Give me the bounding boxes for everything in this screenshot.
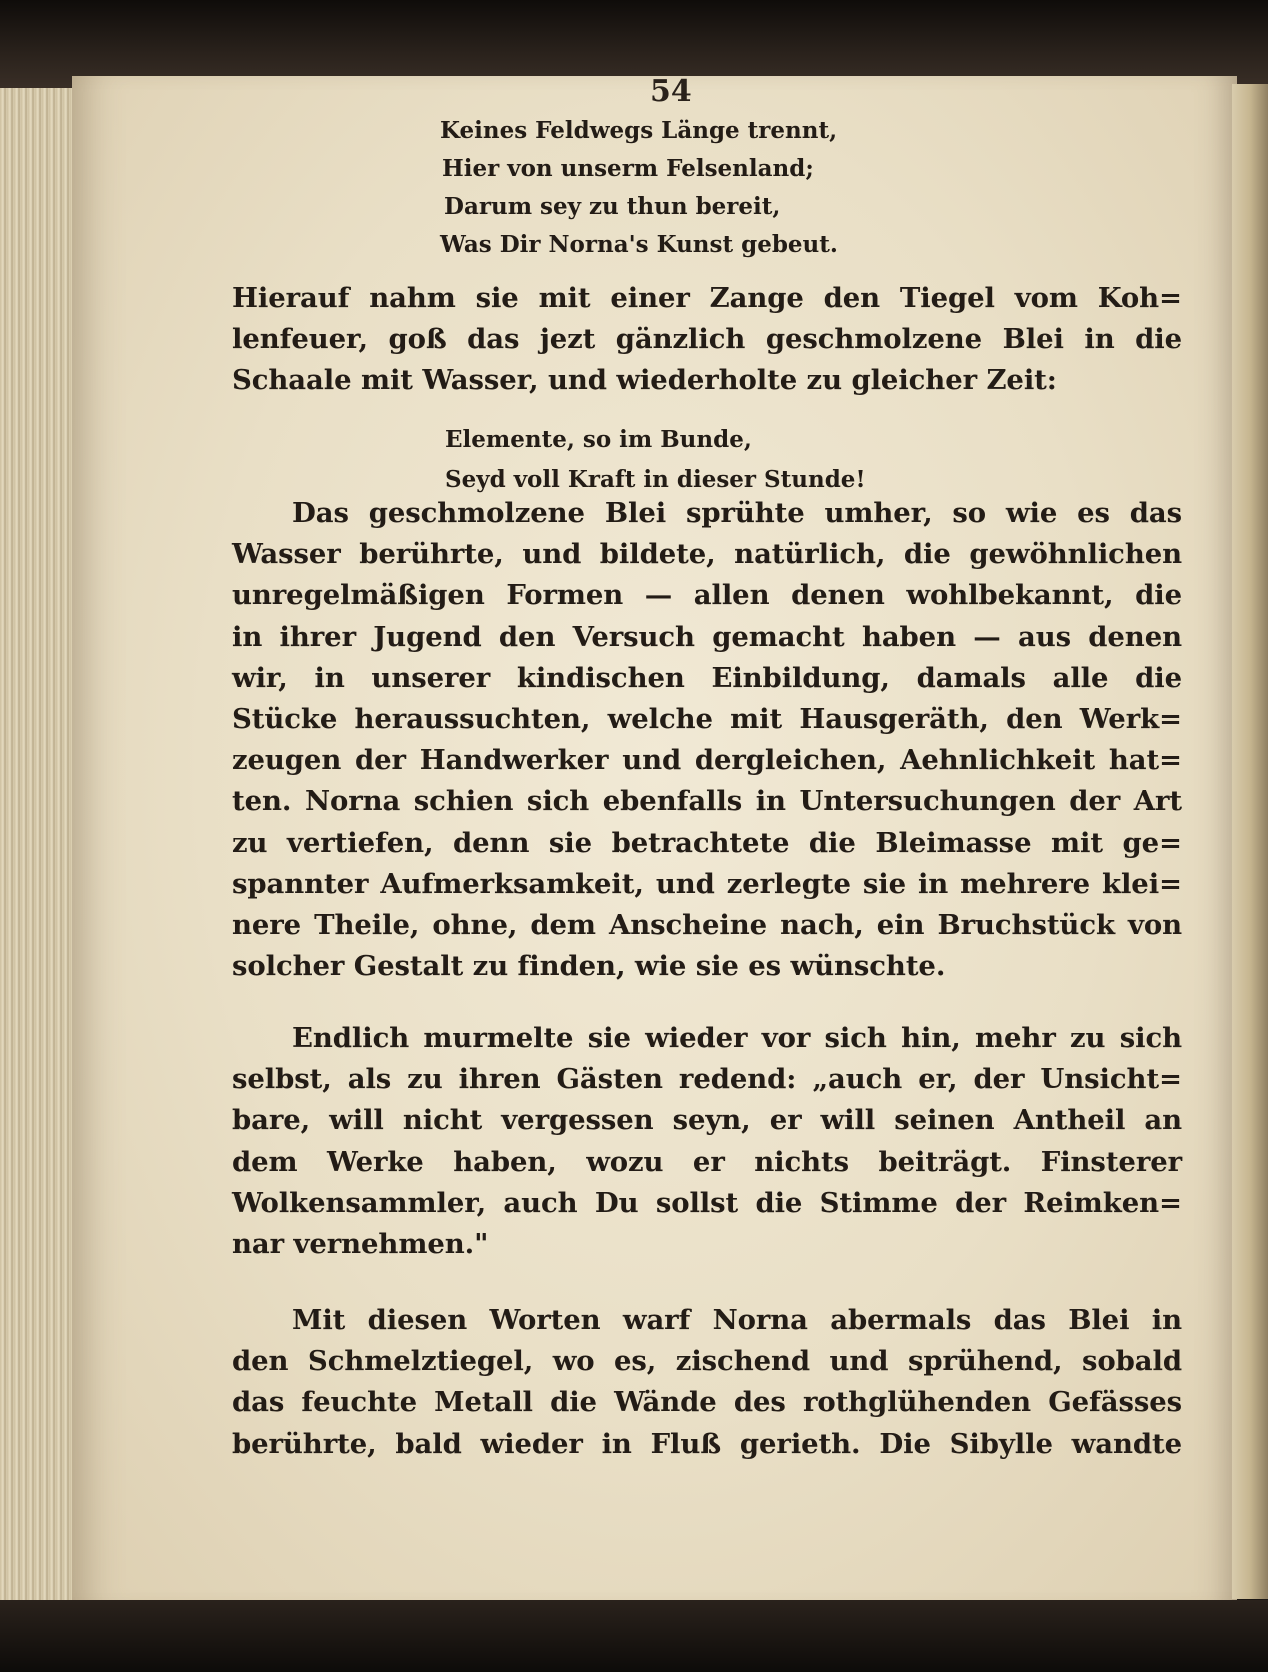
text-line: lenfeuer, goß das jezt gänzlich geschmolzene Blei in die [232,323,1182,356]
text-line: dem Werke haben, wozu er nichts beiträgt. Finsterer [232,1145,1182,1178]
text-line: in ihrer Jugend den Versuch gemacht haben — aus denen [232,620,1182,653]
text-line: Wolkensammler, auch Du sollst die Stimme der Reimken= [232,1186,1182,1219]
paragraph-4 [232,1300,1182,1465]
text-line: Stücke heraussuchten, welche mit Hausgeräth, den Werk= [232,703,1182,736]
paragraph-2 [232,493,1182,987]
text-line: den Schmelztiegel, wo es, zischend und sprühend, sobald [232,1345,1182,1378]
right-page-edge [1232,84,1268,1599]
text-line: bare, will nicht vergessen seyn, er will seinen Antheil an [232,1104,1182,1137]
text-line: unregelmäßigen Formen — allen denen wohlbekannt, die [232,579,1182,612]
text-line: Hierauf nahm sie mit einer Zange den Tiegel vom Koh= [232,282,1182,314]
text-line: Schaale mit Wasser, und wiederholte zu gleicher Zeit: [232,364,1057,397]
scan-bottom-border [0,1600,1268,1672]
left-page-stack [0,88,82,1633]
text-line: das feuchte Metall die Wände des rothglühenden Gefässes [232,1386,1182,1419]
text-line: selbst, als zu ihren Gästen redend: „auch er, der Unsicht= [232,1063,1182,1096]
verse-line: Keines Feldwegs Länge trennt, [440,117,838,144]
paragraph-3 [232,1018,1182,1265]
text-line: solcher Gestalt zu finden, wie sie es wünschte. [232,950,946,983]
text-line: wir, in unserer kindischen Einbildung, damals alle die [232,661,1182,694]
verse-line: Seyd voll Kraft in dieser Stunde! [445,466,866,493]
text-line: Endlich murmelte sie wieder vor sich hin, mehr zu sich [292,1022,1182,1054]
text-line: Wasser berührte, und bildete, natürlich, die gewöhnlichen [232,538,1182,571]
text-line: zu vertiefen, denn sie betrachtete die Bleimasse mit ge= [232,826,1182,859]
text-line: Das geschmolzene Blei sprühte umher, so wie es das [292,497,1182,529]
text-line: Mit diesen Worten warf Norna abermals das Blei in [292,1304,1182,1336]
text-line: nar vernehmen." [232,1228,489,1261]
page-number: 54 [650,74,692,109]
text-line: zeugen der Handwerker und dergleichen, Aehnlichkeit hat= [232,744,1182,777]
text-line: spannter Aufmerksamkeit, und zerlegte sie in mehrere klei= [232,867,1182,900]
text-line: berührte, bald wieder in Fluß gerieth. Die Sibylle wandte [232,1427,1182,1460]
verse-line: Darum sey zu thun bereit, [444,193,781,220]
text-line: ten. Norna schien sich ebenfalls in Untersuchungen der Art [232,785,1182,818]
text-line: nere Theile, ohne, dem Anscheine nach, ein Bruchstück von [232,909,1182,942]
verse-block-1 [440,112,1140,264]
verse-line: Was Dir Norna's Kunst gebeut. [440,231,838,258]
paragraph-1 [232,278,1182,402]
verse-line: Hier von unserm Felsenland; [442,155,814,182]
verse-block-2 [445,420,1145,500]
verse-line: Elemente, so im Bunde, [445,426,752,453]
